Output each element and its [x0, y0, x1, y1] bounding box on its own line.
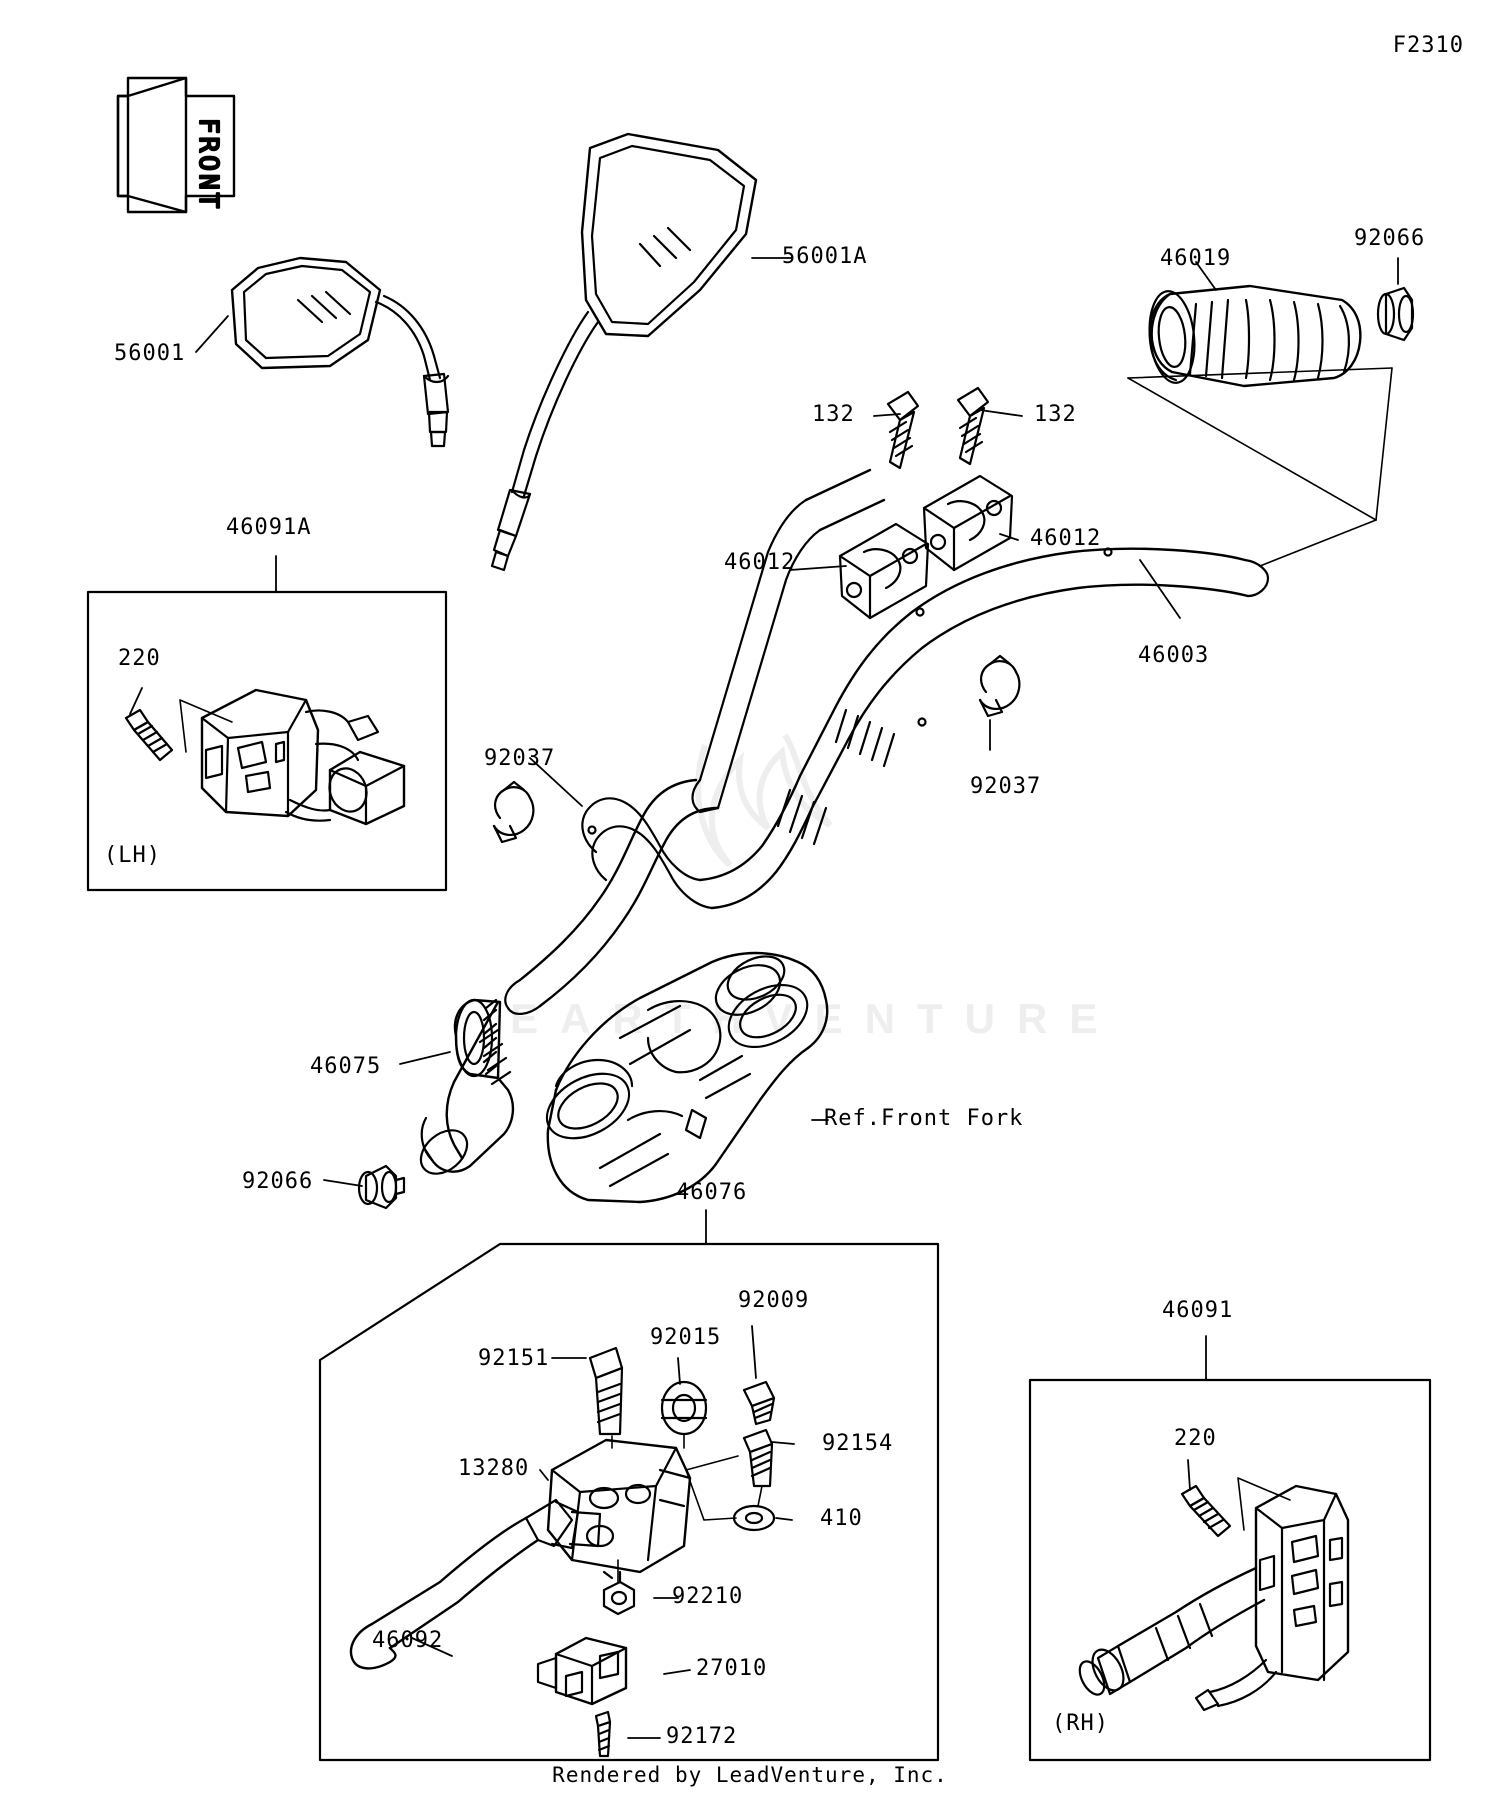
callout-13280: 13280	[458, 1456, 530, 1481]
callout-410: 410	[820, 1506, 863, 1531]
lh-switch-art	[126, 690, 404, 824]
callout-46091: 46091	[1162, 1298, 1234, 1323]
callout-92037-right: 92037	[970, 774, 1042, 799]
callout-92151: 92151	[478, 1346, 550, 1371]
handlebar-clamp-left-art	[840, 524, 928, 618]
callout-92037-left: 92037	[484, 746, 556, 771]
callout-132-right: 132	[1034, 402, 1077, 427]
callout-92066-left: 92066	[242, 1169, 314, 1194]
callout-46012-left: 46012	[724, 550, 796, 575]
bolt-left-art	[888, 392, 918, 468]
callout-46091A: 46091A	[226, 515, 312, 540]
callout-92210: 92210	[672, 1584, 744, 1609]
clutch-lever-assembly-art	[351, 1348, 774, 1756]
callout-92172: 92172	[666, 1724, 738, 1749]
sheet-code: F2310	[1392, 33, 1464, 58]
clamp-right-art	[980, 656, 1019, 716]
watermark-text: EARTHVENTURE	[510, 995, 1120, 1042]
callout-92066-right: 92066	[1354, 226, 1426, 251]
callout-27010: 27010	[696, 1656, 768, 1681]
callout-220-lh: 220	[118, 646, 161, 671]
bar-end-plug-right-art	[1378, 288, 1413, 340]
front-fork-art	[536, 948, 827, 1205]
callout-46003: 46003	[1138, 643, 1210, 668]
handlebar-clamp-right-art	[924, 476, 1012, 570]
bolt-right-art	[958, 388, 988, 464]
callout-46092: 46092	[372, 1628, 444, 1653]
callout-92015: 92015	[650, 1325, 722, 1350]
label-rh: (RH)	[1052, 1711, 1109, 1736]
callout-92154: 92154	[822, 1431, 894, 1456]
mirror-left-art	[232, 258, 448, 446]
callout-46076: 46076	[676, 1180, 748, 1205]
grip-left-art	[413, 1000, 513, 1183]
callout-46075: 46075	[310, 1054, 382, 1079]
rh-switch-art	[1075, 1478, 1348, 1710]
callout-92009: 92009	[738, 1288, 810, 1313]
svg-text:FRONT: FRONT	[193, 118, 223, 212]
callout-56001: 56001	[114, 341, 186, 366]
callout-132-left: 132	[812, 402, 855, 427]
throttle-grip-art	[1128, 286, 1392, 566]
mirror-right-art	[492, 134, 756, 570]
callout-56001A: 56001A	[782, 244, 868, 269]
callout-46019: 46019	[1160, 246, 1232, 271]
label-lh: (LH)	[104, 843, 161, 868]
bar-end-plug-left-art	[359, 1166, 404, 1208]
front-arrow-icon	[118, 78, 234, 212]
clamp-left-art	[494, 782, 533, 842]
callout-46012-right: 46012	[1030, 526, 1102, 551]
callout-ref-front-fork: Ref.Front Fork	[824, 1106, 1024, 1131]
render-credit: Rendered by LeadVenture, Inc.	[552, 1763, 948, 1787]
callout-220-rh: 220	[1174, 1426, 1217, 1451]
clutch-lever-box-frame	[320, 1244, 938, 1760]
